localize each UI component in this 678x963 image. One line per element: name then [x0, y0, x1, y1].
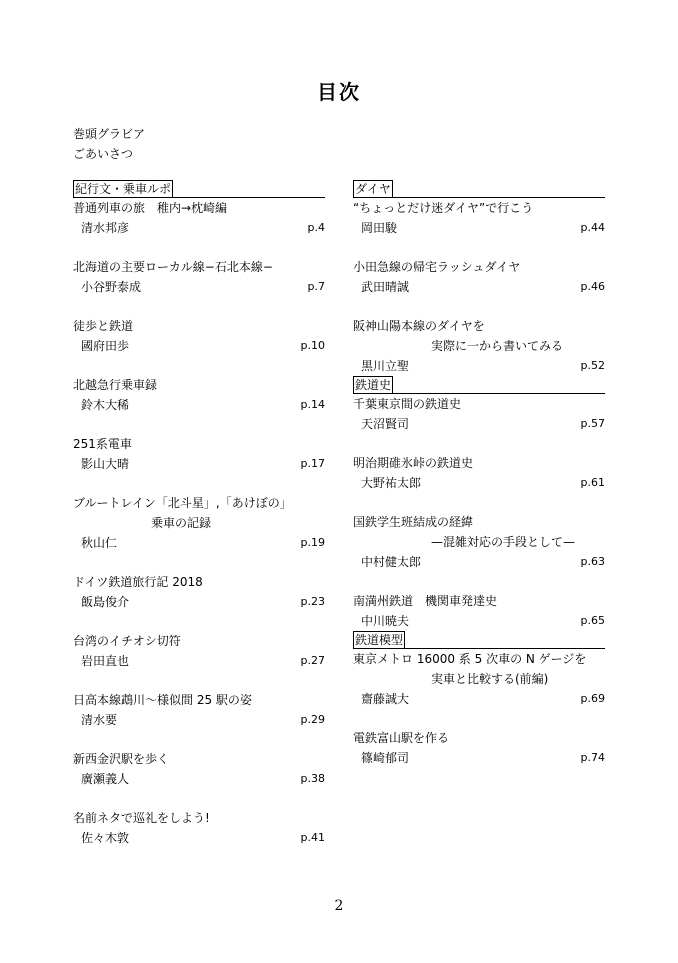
entry-author: 中村健太郎 — [361, 555, 422, 569]
entry-author: 大野祐太郎 — [361, 476, 422, 490]
entry-title: 新西金沢駅を歩く — [73, 752, 170, 766]
entry-author: 鈴木大稀 — [81, 398, 130, 412]
entry-author: 秋山仁 — [81, 536, 118, 550]
entry-title: 明治期碓氷峠の鉄道史 — [353, 456, 474, 470]
entry-title: 北越急行乗車録 — [73, 378, 158, 392]
right-column — [353, 180, 605, 787]
intro-list — [73, 124, 145, 164]
entry-title: —混雑対応の手段として— — [431, 535, 576, 549]
entry-page: p.46 — [580, 280, 605, 293]
entry-title: ドイツ鉄道旅行記 2018 — [73, 575, 203, 589]
entry-title: 名前ネタで巡礼をしよう! — [73, 811, 210, 825]
entry-page: p.61 — [580, 476, 605, 489]
entry-author-row — [73, 710, 325, 730]
entry-author-row — [353, 414, 605, 434]
entry-page: p.19 — [300, 536, 325, 549]
entry-title: 北海道の主要ローカル線−石北本線− — [73, 260, 273, 274]
section-header — [353, 376, 605, 393]
entry-author-row — [353, 748, 605, 768]
entry-author: 岩田直也 — [81, 654, 130, 668]
entry-author-row — [353, 552, 605, 572]
entry-title: 南満州鉄道 機関車発達史 — [353, 594, 498, 608]
toc-entry — [353, 453, 605, 493]
entry-page: p.52 — [580, 359, 605, 372]
entry-title: 千葉東京間の鉄道史 — [353, 397, 462, 411]
entry-author: 廣瀬義人 — [81, 772, 130, 786]
entry-author: 小谷野泰成 — [81, 280, 142, 294]
toc-entry — [353, 649, 605, 709]
toc-entry — [73, 316, 325, 356]
toc-entry — [73, 631, 325, 671]
entry-title: 日高本線鵡川〜様似間 25 駅の姿 — [73, 693, 252, 707]
entry-author-row — [73, 533, 325, 553]
entry-page: p.4 — [307, 221, 325, 234]
entry-page: p.23 — [300, 595, 325, 608]
entry-page: p.38 — [300, 772, 325, 785]
entry-title: 台湾のイチオシ切符 — [73, 634, 181, 648]
entry-author-row — [353, 356, 605, 376]
page-number: 2 — [334, 898, 344, 914]
entry-page: p.17 — [300, 457, 325, 470]
entry-author: 黒川立聖 — [361, 359, 410, 373]
entry-author: 武田晴誠 — [361, 280, 410, 294]
entry-author-row — [353, 218, 605, 238]
toc-entry — [73, 572, 325, 612]
entry-author-row — [73, 395, 325, 415]
toc-entry — [73, 375, 325, 415]
entry-page: p.14 — [300, 398, 325, 411]
entry-title: “ちょっとだけ迷ダイヤ”で行こう — [353, 201, 534, 215]
entry-title: 徒歩と鉄道 — [73, 319, 134, 333]
section-header — [353, 631, 605, 648]
entry-page: p.44 — [580, 221, 605, 234]
section-title: ダイヤ — [355, 182, 391, 196]
entry-page: p.65 — [580, 614, 605, 627]
toc-entry — [73, 808, 325, 848]
entry-page: p.63 — [580, 555, 605, 568]
entry-author-row — [353, 277, 605, 297]
entry-author: 齋藤誠大 — [361, 692, 410, 706]
entry-title: 乗車の記録 — [151, 516, 212, 530]
entry-page: p.74 — [580, 751, 605, 764]
entry-page: p.27 — [300, 654, 325, 667]
entry-author: 天沼賢司 — [361, 417, 410, 431]
entry-page: p.57 — [580, 417, 605, 430]
entry-author: 岡田駿 — [361, 221, 398, 235]
entry-title: 251系電車 — [73, 437, 132, 451]
toc-entry — [353, 591, 605, 631]
entry-author: 飯島俊介 — [81, 595, 130, 609]
entry-author: 清水要 — [81, 713, 118, 727]
entry-title: 電鉄富山駅を作る — [353, 731, 450, 745]
entry-title: 東京メトロ 16000 系 5 次車の N ゲージを — [353, 652, 587, 666]
intro-item: 巻頭グラビア — [73, 127, 146, 141]
entry-author: 清水邦彦 — [81, 221, 130, 235]
section-title: 紀行文・乗車ルポ — [75, 182, 172, 196]
page-title: 目次 — [317, 80, 361, 104]
entry-title: 実際に一から書いてみる — [431, 339, 564, 353]
section-title: 鉄道史 — [355, 378, 392, 392]
toc-entry — [353, 198, 605, 238]
toc-entry — [353, 394, 605, 434]
toc-entry — [73, 257, 325, 297]
toc-entry — [353, 728, 605, 768]
entry-author: 影山大晴 — [81, 457, 130, 471]
entry-page: p.41 — [300, 831, 325, 844]
entry-author-row — [353, 611, 605, 631]
entry-author-row — [73, 769, 325, 789]
toc-entry — [73, 690, 325, 730]
entry-author: 佐々木敦 — [81, 831, 130, 845]
entry-title: 阪神山陽本線のダイヤを — [353, 319, 485, 333]
entry-page: p.69 — [580, 692, 605, 705]
entry-page: p.10 — [300, 339, 325, 352]
entry-author-row — [73, 218, 325, 238]
entry-title: 小田急線の帰宅ラッシュダイヤ — [353, 260, 521, 274]
entry-page: p.7 — [307, 280, 325, 293]
entry-author: 篠崎郁司 — [361, 751, 410, 765]
entry-author-row — [73, 592, 325, 612]
entry-title: 国鉄学生班結成の経緯 — [353, 515, 474, 529]
toc-entry — [353, 316, 605, 376]
section-header — [73, 180, 325, 197]
entry-title: 普通列車の旅 稚内→枕崎編 — [73, 201, 228, 215]
toc-entry — [73, 749, 325, 789]
toc-entry — [73, 493, 325, 553]
intro-item: ごあいさつ — [73, 147, 134, 161]
entry-author: 中川暁夫 — [361, 614, 410, 628]
entry-author-row — [73, 454, 325, 474]
left-column — [73, 180, 325, 867]
toc-entry — [73, 198, 325, 238]
entry-author-row — [73, 277, 325, 297]
section-header — [353, 180, 605, 197]
section-title: 鉄道模型 — [355, 633, 404, 647]
entry-author-row — [73, 336, 325, 356]
entry-author-row — [73, 828, 325, 848]
entry-page: p.29 — [300, 713, 325, 726]
entry-title: ブルートレイン「北斗星」,「あけぼの」 — [73, 496, 292, 510]
entry-author-row — [73, 651, 325, 671]
toc-entry — [353, 512, 605, 572]
toc-entry — [73, 434, 325, 474]
entry-title: 実車と比較する(前編) — [431, 672, 549, 686]
entry-author: 國府田歩 — [81, 339, 130, 353]
entry-author-row — [353, 473, 605, 493]
toc-entry — [353, 257, 605, 297]
entry-author-row — [353, 689, 605, 709]
